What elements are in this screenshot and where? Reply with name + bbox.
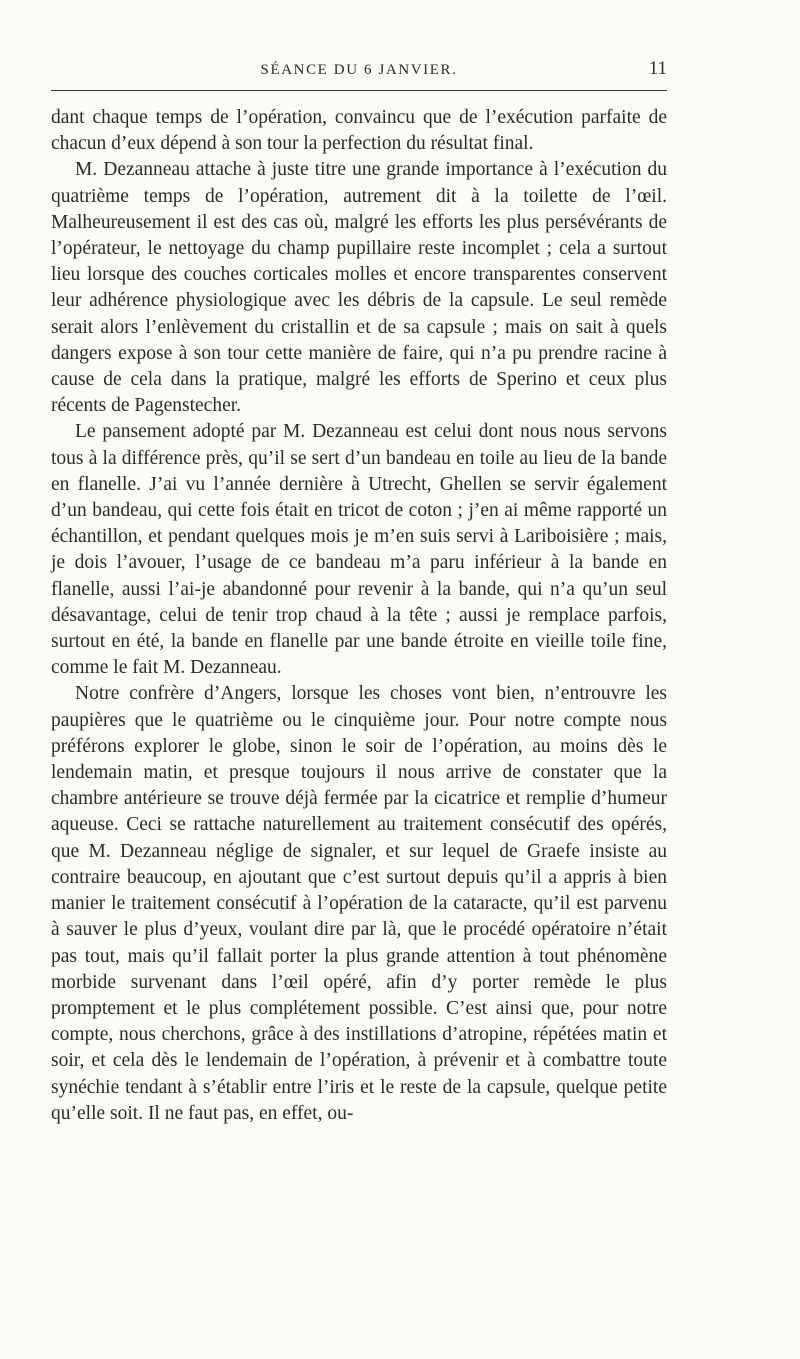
running-head xyxy=(51,58,667,84)
paragraph: Notre confrère d’Angers, lorsque les choses vont bien, n’entrouvre les paupières que le quatrième ou le cinquième jour. Pour notre compte nous préférons explorer le globe, sinon le soir de l’opération, au moins dès le lendemain matin, et presque toujours il nous arrive de constater que la chambre antérieure se trouve déjà fermée par la cicatrice et remplie d’humeur aqueuse. Ceci se rattache naturellement au traitement consécutif des opérés, que M. Dezanneau néglige de signaler, et sur lequel de Graefe insiste au contraire beaucoup, en ajoutant que c’est surtout depuis qu’il a appris à bien manier le traitement consécutif à l’opération de la cataracte, qu’il est parvenu à sauver le plus d’yeux, voulant dire par là, que le procédé opératoire n’était pas tout, mais qu’il fallait porter la plus grande attention à tout phénomène morbide survenant dans l’œil opéré, afin d’y porter remède le plus promptement et le plus complétement possible. C’est ainsi que, pour notre compte, nous cherchons, grâce à des instillations d’atropine, répétées matin et soir, et cela dès le lendemain de l’opération, à prévenir et à combattre toute synéchie tendant à s’établir entre l’iris et le reste de la capsule, quelque petite qu’elle soit. Il ne faut pas, en effet, ou- xyxy=(51,683,667,1124)
paragraph: Le pansement adopté par M. Dezanneau est celui dont nous nous servons tous à la différence près, qu’il se sert d’un bandeau en toile au lieu de la bande en flanelle. J’ai vu l’année dernière à Utrecht, Ghellen se servir également d’un bandeau, qui cette fois était en tricot de coton ; j’en ai même rapporté un échantillon, et pendant quelques mois je m’en suis servi à Lariboisière ; mais, je dois l’avouer, l’usage de ce bandeau m’a paru inférieur à la bande en flanelle, aussi l’ai-je abandonné pour revenir à la bande, qui n’a qu’un seul désavantage, celui de tenir trop chaud à la tête ; aussi je remplace parfois, surtout en été, la bande en flanelle par une bande étroite en vieille toile fine, comme le fait M. Dezanneau. xyxy=(51,421,667,679)
running-title: SÉANCE DU 6 JANVIER. xyxy=(260,62,458,78)
book-page xyxy=(51,58,667,1127)
paragraph-continuation: dant chaque temps de l’opération, convaincu que de l’exécution parfaite de chacun d’eux dépend à son tour la perfection du résultat final. xyxy=(51,107,667,155)
header-rule xyxy=(51,90,667,91)
page-number: 11 xyxy=(648,58,667,79)
body-text xyxy=(51,105,667,1127)
paragraph: M. Dezanneau attache à juste titre une grande importance à l’exécution du quatrième temps de l’opération, autrement dit à la toilette de l’œil. Malheureusement il est des cas où, malgré les efforts les plus persévérants de l’opérateur, le nettoyage du champ pupillaire reste incomplet ; cela a surtout lieu lorsque des couches corticales molles et encore transparentes conservent leur adhérence physiologique avec les débris de la capsule. Le seul remède serait alors l’enlèvement du cristallin et de sa capsule ; mais on sait à quels dangers expose à son tour cette manière de faire, qui n’a pu prendre racine à cause de cela dans la pratique, malgré les efforts de Sperino et ceux plus récents de Pagenstecher. xyxy=(51,159,667,417)
